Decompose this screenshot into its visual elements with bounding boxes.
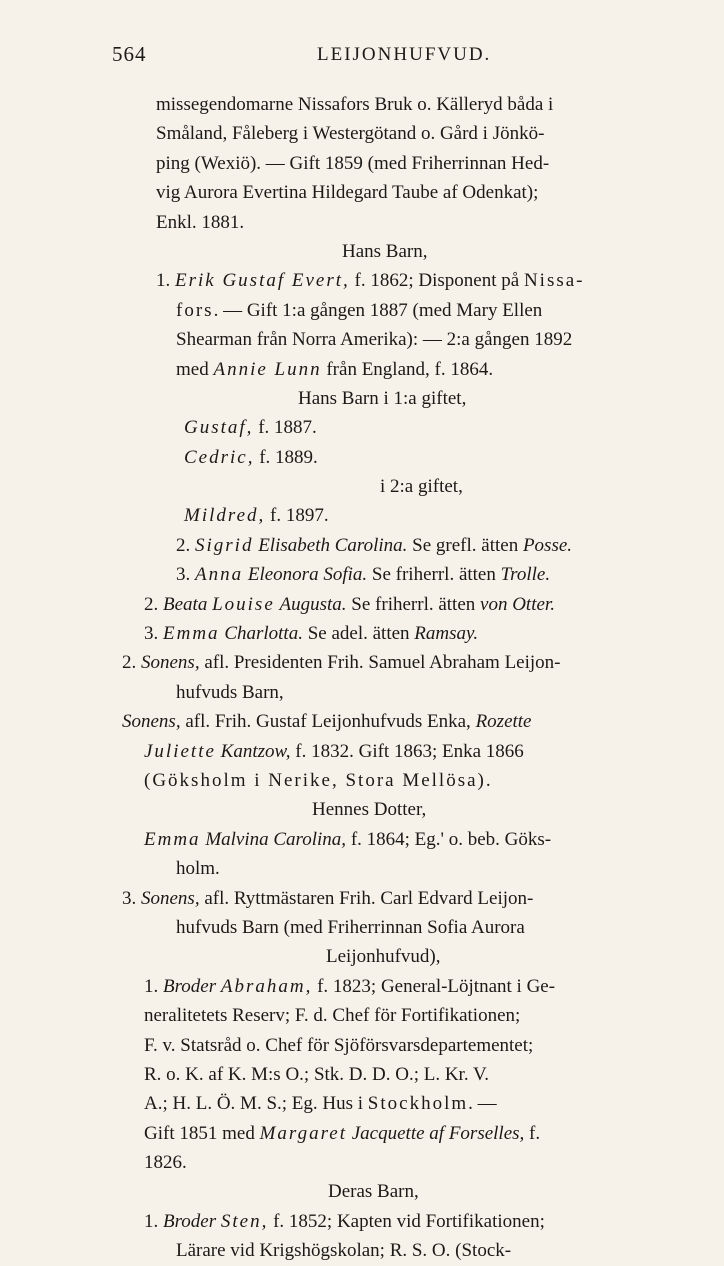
text-run: Se grefl. ätten [407,534,523,556]
text-run: afl. Presidenten Frih. Samuel Abraham Leijon- [199,652,561,674]
text-run: fors [176,299,214,321]
text-line [112,208,694,237]
text-run: Se friherrl. ätten [346,593,481,615]
text-line [112,972,694,1001]
text-line [112,1060,694,1089]
text-line [112,1001,694,1030]
text-run: Anna [195,564,244,586]
text-line [112,619,694,648]
text-line [112,355,694,384]
text-run: Elisabeth Carolina. [258,534,408,556]
text-run: f. 1823; General-Löjtnant i Ge- [312,975,556,997]
text-run: Jacquette af Forselles, [351,1122,525,1144]
text-run: 2. [122,652,141,674]
text-run: Se adel. ätten [302,623,415,645]
text-run: Juliette [144,740,216,762]
text-run: Stockholm [367,1093,469,1115]
text-run: Beata [163,593,208,615]
text-run: Kantzow, [220,740,291,762]
text-line [112,942,694,971]
text-run: holm. [176,858,220,880]
text-line [112,795,694,824]
text-run: 2. [144,593,163,615]
text-line [112,266,694,295]
text-run: f. 1864; Eg.' o. beb. Göks- [346,828,552,850]
text-run: f. 1889. [254,446,318,468]
text-run: f. 1887. [253,417,317,439]
text-run: Charlotta. [224,623,303,645]
text-run: 3. [176,564,195,586]
text-line [112,825,694,854]
text-run: F. v. Statsråd o. Chef för Sjöförsvarsdepartementet; [144,1034,534,1056]
text-run: . — Gift 1:a gången 1887 (med Mary Ellen [213,299,543,321]
text-line [112,325,694,354]
text-run: R. o. K. af K. M:s O.; Stk. D. D. O.; L. Kr. V. [144,1063,490,1085]
text-line [112,1236,694,1265]
text-line [112,560,694,589]
text-line [112,648,694,677]
text-run: Hennes Dotter, [312,799,427,821]
text-line [112,443,694,472]
text-line [112,1089,694,1118]
text-run: missegendomarne Nissafors Bruk o. Källeryd båda i [156,94,554,115]
text-run: (Göksholm i Nerike, Stora Mellösa). [144,769,493,791]
text-run: 1. [144,975,163,997]
text-line [112,737,694,766]
text-run: 1. [144,1210,163,1232]
text-run: Erik Gustaf Evert, [175,270,350,292]
text-run: f. 1897. [265,505,329,527]
text-run: f. 1862; Disponent på [349,270,524,292]
text-run: från England, f. 1864. [321,358,494,380]
genealogy-text [112,90,694,1266]
text-line [112,590,694,619]
text-run: Rozette [475,711,532,733]
text-run: Hans Barn, [342,240,428,262]
running-title: LEIJONHUFVUD. [317,44,492,65]
page-header [112,42,672,72]
text-run: von Otter. [480,593,555,615]
text-run: Margaret [259,1122,347,1144]
text-line [112,707,694,736]
text-run: Posse. [522,534,573,556]
text-run: Ramsay. [414,623,479,645]
text-line [112,119,694,148]
text-run: Sigrid [195,534,254,556]
text-run: Trolle. [500,564,551,586]
text-run: Sten, [220,1210,269,1232]
text-line [112,413,694,442]
text-run: Småland, Fåleberg i Westergötand o. Gård i Jönkö- [156,123,545,145]
text-line [112,501,694,530]
text-run: Malvina Carolina, [205,828,347,850]
text-line [112,1148,694,1177]
text-line [112,1207,694,1236]
text-run: hufvuds Barn, [176,681,284,703]
text-run: f. [524,1122,541,1144]
text-run: Lärare vid Krigshögskolan; R. S. O. (Stock- [176,1240,512,1262]
text-line [112,237,694,266]
text-line [112,149,694,178]
text-run: hufvuds Barn (med Friherrinnan Sofia Aurora [176,916,525,938]
text-run: 2. [176,534,195,556]
text-run: Sonens, [122,711,181,733]
text-run: Gustaf, [184,417,254,439]
text-run: afl. Frih. Gustaf Leijonhufvuds Enka, [180,711,476,733]
text-line [112,1177,694,1206]
text-run: Shearman från Norra Amerika): — 2:a gången 1892 [176,329,573,351]
page-number: 564 [112,42,147,66]
text-run: Broder [163,1210,217,1232]
text-line [112,766,694,795]
text-run: Emma [144,828,201,850]
text-run: Hans Barn i 1:a giftet, [298,387,467,409]
text-run: 3. [122,887,141,909]
text-run: Augusta. [279,593,347,615]
text-run: 3. [144,623,163,645]
text-line [112,531,694,560]
text-run: Gift 1851 med [144,1122,260,1144]
text-run: Emma [163,623,220,645]
text-run: Broder [163,975,217,997]
text-run: . — [468,1093,497,1115]
text-run: Leijonhufvud), [326,946,441,968]
text-run: vig Aurora Evertina Hildegard Taube af Odenkat); [156,182,539,204]
text-line [112,178,694,207]
text-run: Se friherrl. ätten [367,564,501,586]
text-line [112,472,694,501]
text-run: 1826. [144,1152,187,1174]
text-line [112,90,694,119]
text-run: f. 1852; Kapten vid Fortifikationen; [268,1210,545,1232]
text-run: Eleonora Sofia. [247,564,368,586]
text-line [112,854,694,883]
text-run: A.; H. L. Ö. M. S.; Eg. Hus i [144,1093,368,1115]
text-line [112,1119,694,1148]
text-run: med [176,358,214,380]
text-run: Abraham, [220,975,313,997]
text-line [112,1031,694,1060]
text-run: Sonens, [141,652,200,674]
text-line [112,678,694,707]
text-run: 1. [156,270,175,292]
text-run: Nissa- [523,270,585,292]
text-line [112,384,694,413]
text-line [112,913,694,942]
text-line [112,296,694,325]
text-run: Mildred, [184,505,266,527]
text-run: Deras Barn, [328,1181,419,1203]
text-run: Louise [212,593,275,615]
text-run: ping (Wexiö). — Gift 1859 (med Friherrinnan Hed- [156,152,550,174]
text-run: afl. Ryttmästaren Frih. Carl Edvard Leijon- [199,887,534,909]
text-run: Sonens, [141,887,200,909]
text-line [112,884,694,913]
text-run: Cedric, [184,446,255,468]
text-run: neralitetets Reserv; F. d. Chef för Fortifikationen; [144,1005,521,1027]
text-run: Annie Lunn [213,358,322,380]
text-run: f. 1832. Gift 1863; Enka 1866 [290,740,524,762]
text-run: i 2:a giftet, [380,476,463,498]
text-run: Enkl. 1881. [156,211,245,233]
